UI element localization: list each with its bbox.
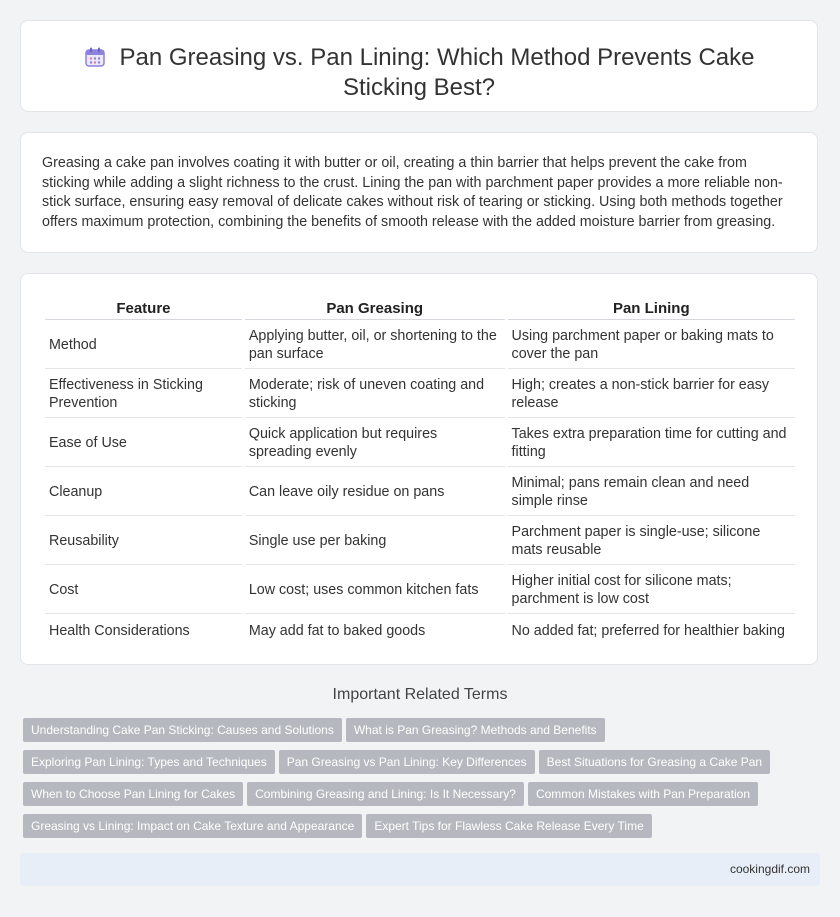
table-row — [45, 469, 795, 516]
lining-cell: Higher initial cost for silicone mats; parchment is low cost — [508, 567, 795, 614]
greasing-cell: Quick application but requires spreading evenly — [245, 420, 505, 467]
greasing-cell: Low cost; uses common kitchen fats — [245, 567, 505, 614]
lining-cell: High; creates a non-stick barrier for easy release — [508, 371, 795, 418]
title-card — [20, 20, 818, 112]
feature-cell: Ease of Use — [45, 420, 242, 467]
lining-cell: No added fat; preferred for healthier baking — [511, 623, 785, 639]
related-term-tag[interactable]: Greasing vs Lining: Impact on Cake Texture and Appearance — [23, 814, 362, 838]
related-term-tag[interactable]: Exploring Pan Lining: Types and Techniques — [23, 750, 275, 774]
related-term-tag[interactable]: Common Mistakes with Pan Preparation — [528, 782, 758, 806]
page-title: Pan Greasing vs. Pan Lining: Which Method Prevents Cake Sticking Best? — [119, 44, 755, 101]
feature-cell: Effectiveness in Sticking Prevention — [45, 371, 242, 418]
related-term-tag[interactable]: Best Situations for Greasing a Cake Pan — [539, 750, 770, 774]
related-terms-list — [23, 718, 803, 846]
lining-cell: Using parchment paper or baking mats to cover the pan — [508, 322, 795, 369]
table-row — [45, 616, 795, 646]
feature-cell: Reusability — [45, 518, 242, 565]
page-title-wrap — [81, 43, 757, 103]
table-row — [45, 567, 795, 614]
feature-cell: Cleanup — [45, 469, 242, 516]
table-row — [45, 518, 795, 565]
header-pan-lining: Pan Lining — [508, 298, 795, 320]
header-feature: Feature — [45, 298, 242, 320]
related-term-tag[interactable]: When to Choose Pan Lining for Cakes — [23, 782, 243, 806]
related-terms-heading: Important Related Terms — [332, 686, 508, 703]
lining-cell: Minimal; pans remain clean and need simple rinse — [508, 469, 795, 516]
related-term-tag[interactable]: Pan Greasing vs Pan Lining: Key Differences — [279, 750, 535, 774]
related-term-tag[interactable]: Combining Greasing and Lining: Is It Necessary? — [247, 782, 524, 806]
table-row — [45, 420, 795, 467]
footer — [20, 853, 820, 886]
table-header-row — [45, 298, 795, 320]
header-pan-greasing: Pan Greasing — [245, 298, 505, 320]
greasing-cell: Moderate; risk of uneven coating and sticking — [245, 371, 505, 418]
feature-cell: Method — [45, 322, 242, 369]
related-term-tag[interactable]: Expert Tips for Flawless Cake Release Every Time — [366, 814, 651, 838]
calendar-icon — [84, 46, 106, 68]
greasing-cell: Applying butter, oil, or shortening to the pan surface — [245, 322, 505, 369]
table-row — [45, 322, 795, 369]
lining-cell: Takes extra preparation time for cutting and fitting — [508, 420, 795, 467]
footer-site-link[interactable]: cookingdif.com — [729, 862, 810, 876]
intro-paragraph: Greasing a cake pan involves coating it with butter or oil, creating a thin barrier that helps prevent the cake from sticking while adding a slight richness to the crust. Lining the pan with parchment paper provides a more reliable non-stick surface, ensuring easy removal of delicate cakes without risk of tearing or sticking. Using both methods together offers maximum protection, combining the benefits of smooth release with the added moisture barrier from greasing. — [42, 155, 783, 230]
intro-card — [20, 132, 818, 253]
comparison-card — [20, 273, 818, 665]
table-row — [45, 371, 795, 418]
related-term-tag[interactable]: Understanding Cake Pan Sticking: Causes and Solutions — [23, 718, 342, 742]
greasing-cell: Can leave oily residue on pans — [245, 469, 505, 516]
greasing-cell: May add fat to baked goods — [248, 623, 426, 639]
lining-cell: Parchment paper is single-use; silicone mats reusable — [508, 518, 795, 565]
feature-cell: Health Considerations — [49, 623, 190, 639]
feature-cell: Cost — [45, 567, 242, 614]
comparison-table — [42, 296, 798, 648]
greasing-cell: Single use per baking — [245, 518, 505, 565]
related-term-tag[interactable]: What is Pan Greasing? Methods and Benefits — [346, 718, 605, 742]
